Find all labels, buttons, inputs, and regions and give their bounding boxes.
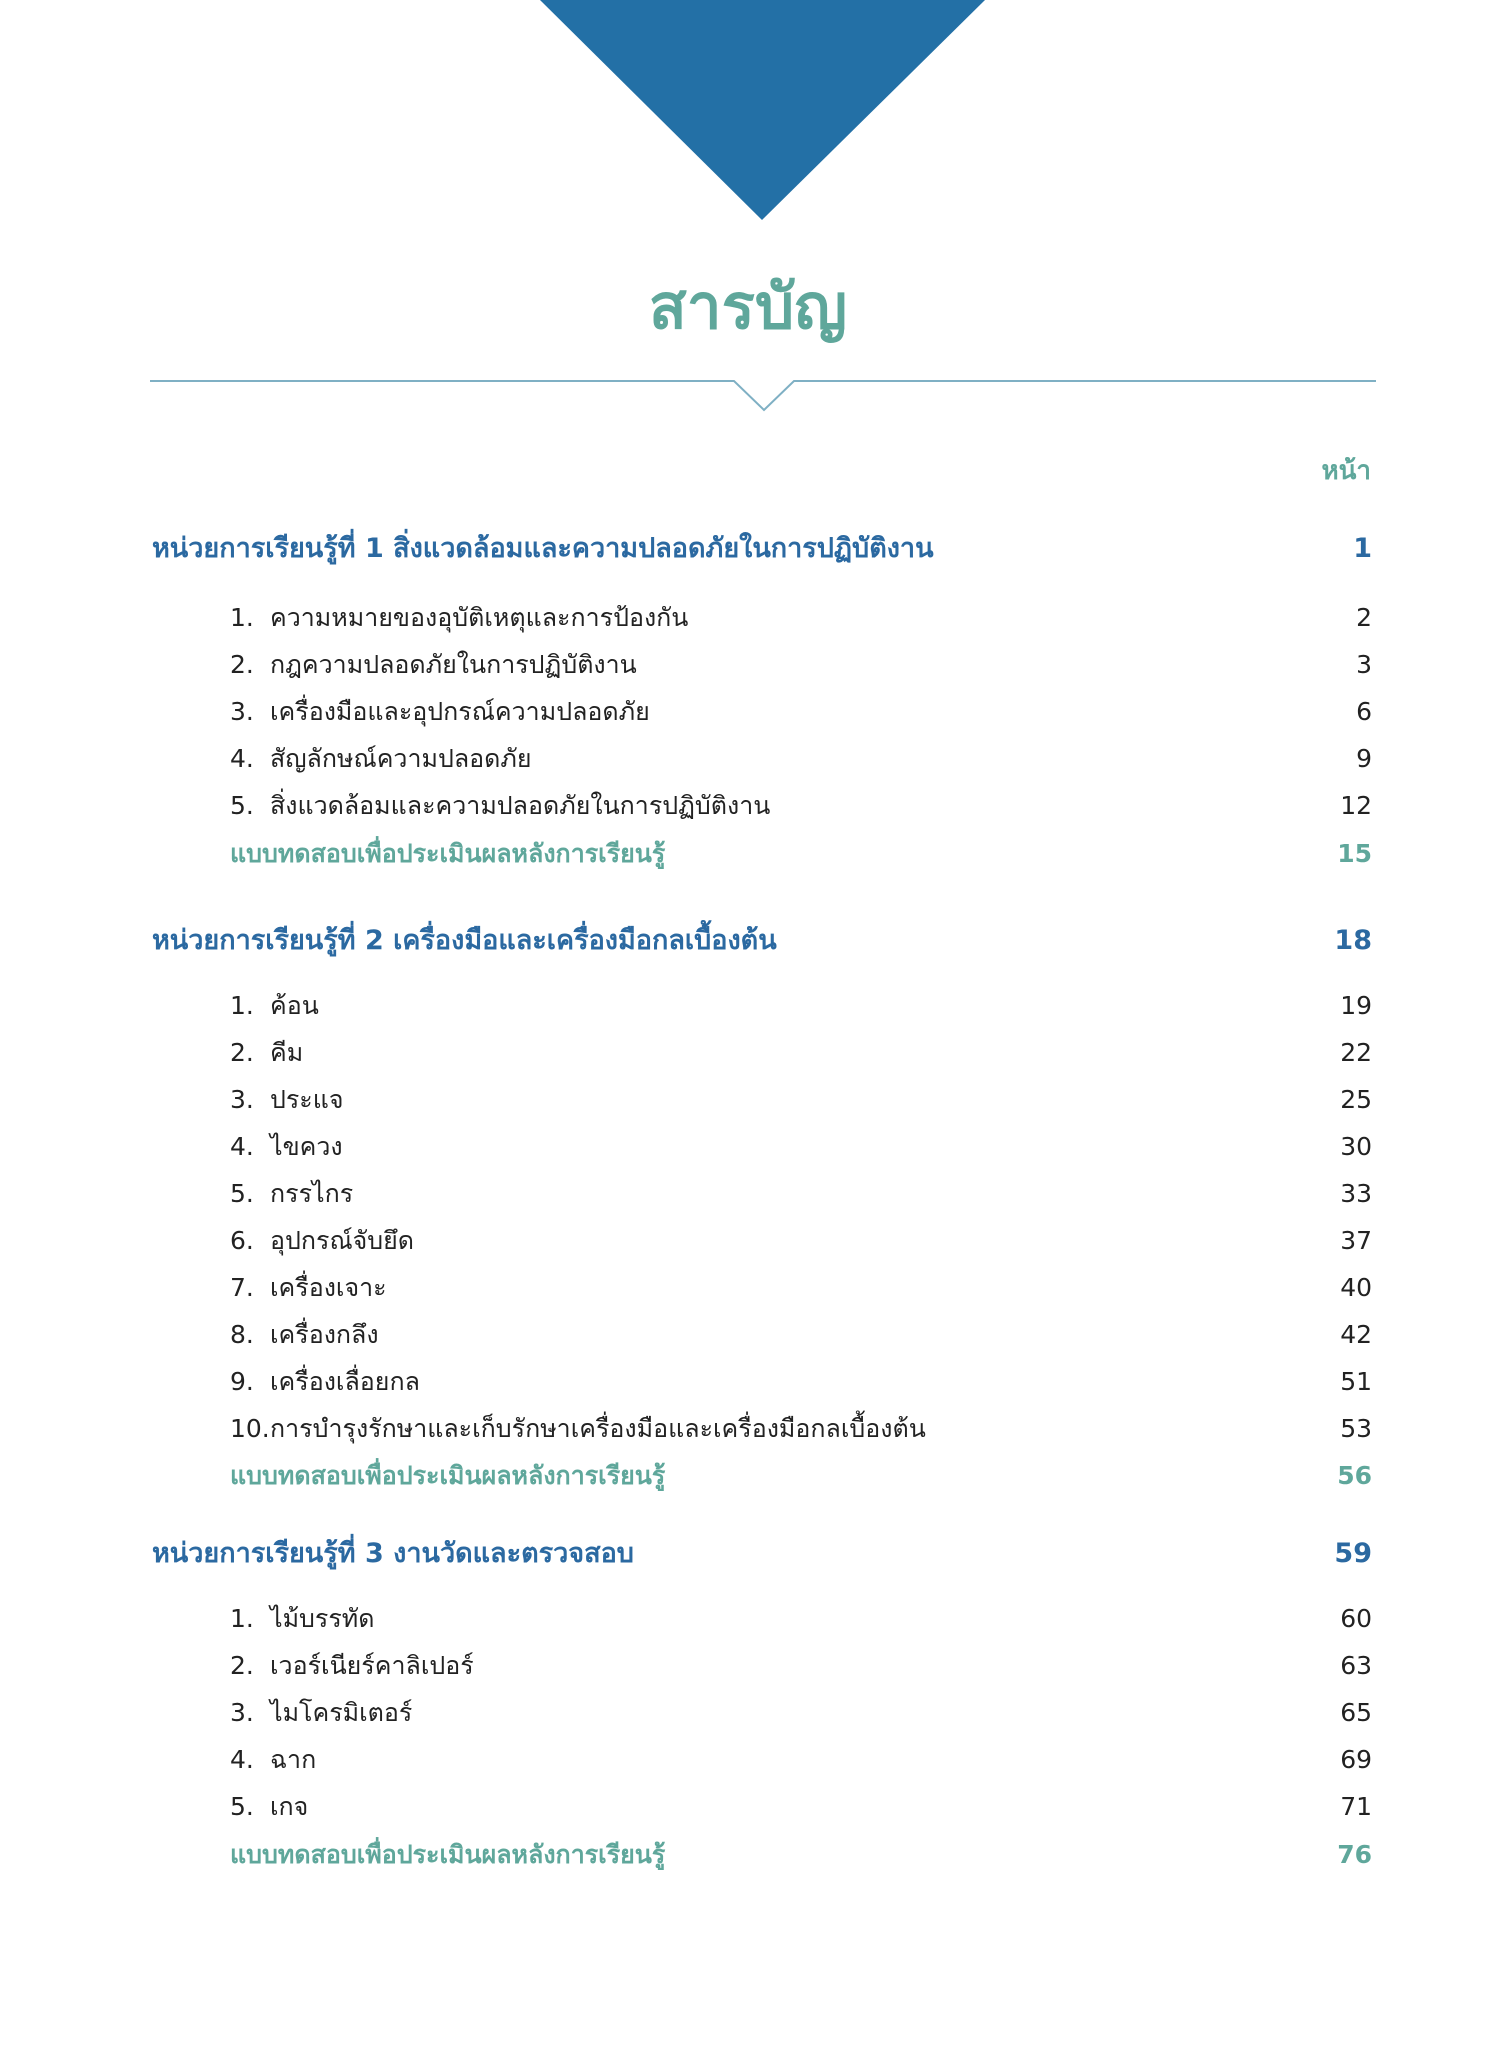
unit-heading-label: หน่วยการเรียนรู้ที่ 3 งานวัดและตรวจสอบ bbox=[152, 1538, 634, 1569]
header-triangle-decoration bbox=[540, 0, 985, 220]
unit-heading-page: 1 bbox=[1353, 533, 1372, 564]
toc-item-number: 5. bbox=[230, 1179, 254, 1208]
toc-item-label: ฉาก bbox=[270, 1745, 317, 1774]
toc-test-entry[interactable] bbox=[152, 1835, 1372, 1875]
toc-item[interactable] bbox=[152, 1268, 1372, 1308]
toc-item[interactable] bbox=[152, 1362, 1372, 1402]
toc-item-number: 5. bbox=[230, 1792, 254, 1821]
toc-item-number: 6. bbox=[230, 1226, 254, 1255]
title-divider bbox=[150, 370, 1376, 415]
toc-item[interactable] bbox=[152, 1787, 1372, 1827]
toc-item-number: 4. bbox=[230, 1132, 254, 1161]
toc-item-page: 12 bbox=[1340, 791, 1372, 820]
unit-heading-page: 59 bbox=[1334, 1538, 1372, 1569]
toc-item-number: 1. bbox=[230, 1604, 254, 1633]
toc-item[interactable] bbox=[152, 598, 1372, 638]
toc-item-number: 4. bbox=[230, 744, 254, 773]
toc-test-page: 56 bbox=[1337, 1461, 1372, 1490]
toc-item-label: ไมโครมิเตอร์ bbox=[270, 1698, 413, 1727]
page-column-header: หน้า bbox=[1321, 456, 1371, 486]
toc-item[interactable] bbox=[152, 1174, 1372, 1214]
toc-item[interactable] bbox=[152, 645, 1372, 685]
toc-item-label: เวอร์เนียร์คาลิเปอร์ bbox=[270, 1651, 474, 1680]
toc-item[interactable] bbox=[152, 1127, 1372, 1167]
toc-test-entry[interactable] bbox=[152, 834, 1372, 874]
toc-test-label: แบบทดสอบเพื่อประเมินผลหลังการเรียนรู้ bbox=[230, 1461, 666, 1490]
toc-item-number: 3. bbox=[230, 697, 254, 726]
toc-item-label: กรรไกร bbox=[270, 1179, 354, 1208]
toc-item-page: 25 bbox=[1340, 1085, 1372, 1114]
toc-item[interactable] bbox=[152, 1221, 1372, 1261]
toc-item[interactable] bbox=[152, 1740, 1372, 1780]
toc-item-label: กฎความปลอดภัยในการปฏิบัติงาน bbox=[270, 650, 637, 679]
toc-item-number: 9. bbox=[230, 1367, 254, 1396]
toc-item-page: 6 bbox=[1356, 697, 1372, 726]
toc-item-page: 71 bbox=[1340, 1792, 1372, 1821]
toc-unit-heading[interactable] bbox=[152, 918, 1372, 961]
unit-heading-label: หน่วยการเรียนรู้ที่ 2 เครื่องมือและเครื่องมือกลเบื้องต้น bbox=[152, 925, 777, 956]
page-title: สารบัญ bbox=[648, 270, 848, 343]
toc-item-page: 9 bbox=[1356, 744, 1372, 773]
toc-item-label: ไขควง bbox=[270, 1132, 343, 1161]
toc-item-page: 33 bbox=[1340, 1179, 1372, 1208]
toc-item-page: 51 bbox=[1340, 1367, 1372, 1396]
toc-item-number: 1. bbox=[230, 603, 254, 632]
toc-item-label: ความหมายของอุบัติเหตุและการป้องกัน bbox=[270, 603, 689, 632]
toc-item[interactable] bbox=[152, 1033, 1372, 1073]
toc-item[interactable] bbox=[152, 692, 1372, 732]
toc-item[interactable] bbox=[152, 1409, 1372, 1449]
toc-item-label: อุปกรณ์จับยึด bbox=[270, 1226, 415, 1255]
toc-item-page: 30 bbox=[1340, 1132, 1372, 1161]
toc-item-label: เกจ bbox=[270, 1792, 309, 1821]
toc-item[interactable] bbox=[152, 1599, 1372, 1639]
toc-item-label: เครื่องเลื่อยกล bbox=[270, 1367, 420, 1396]
toc-item[interactable] bbox=[152, 1080, 1372, 1120]
toc-item-page: 40 bbox=[1340, 1273, 1372, 1302]
toc-item[interactable] bbox=[152, 1693, 1372, 1733]
toc-item-page: 22 bbox=[1340, 1038, 1372, 1067]
toc-item-page: 63 bbox=[1340, 1651, 1372, 1680]
toc-test-page: 76 bbox=[1337, 1840, 1372, 1869]
toc-item[interactable] bbox=[152, 739, 1372, 779]
toc-item[interactable] bbox=[152, 986, 1372, 1026]
toc-item-label: เครื่องกลึง bbox=[270, 1320, 379, 1349]
toc-test-entry[interactable] bbox=[152, 1456, 1372, 1496]
toc-item-page: 2 bbox=[1356, 603, 1372, 632]
toc-item-number: 10. bbox=[230, 1414, 270, 1443]
toc-item[interactable] bbox=[152, 1315, 1372, 1355]
toc-test-label: แบบทดสอบเพื่อประเมินผลหลังการเรียนรู้ bbox=[230, 839, 666, 868]
toc-item-label: การบำรุงรักษาและเก็บรักษาเครื่องมือและเครื่องมือกลเบื้องต้น bbox=[270, 1414, 926, 1443]
toc-item-number: 3. bbox=[230, 1085, 254, 1114]
toc-test-page: 15 bbox=[1337, 839, 1372, 868]
toc-item-number: 1. bbox=[230, 991, 254, 1020]
toc-item-number: 8. bbox=[230, 1320, 254, 1349]
toc-item[interactable] bbox=[152, 786, 1372, 826]
toc-item-page: 19 bbox=[1340, 991, 1372, 1020]
toc-item-page: 65 bbox=[1340, 1698, 1372, 1727]
unit-heading-page: 18 bbox=[1334, 925, 1372, 956]
toc-test-label: แบบทดสอบเพื่อประเมินผลหลังการเรียนรู้ bbox=[230, 1840, 666, 1869]
toc-item-page: 53 bbox=[1340, 1414, 1372, 1443]
toc-item-page: 3 bbox=[1356, 650, 1372, 679]
toc-item-page: 60 bbox=[1340, 1604, 1372, 1633]
unit-heading-label: หน่วยการเรียนรู้ที่ 1 สิ่งแวดล้อมและความปลอดภัยในการปฏิบัติงาน bbox=[152, 533, 934, 564]
toc-item-label: ไม้บรรทัด bbox=[270, 1604, 375, 1633]
toc-item-page: 69 bbox=[1340, 1745, 1372, 1774]
toc-item[interactable] bbox=[152, 1646, 1372, 1686]
toc-item-label: ค้อน bbox=[270, 991, 319, 1020]
toc-unit-heading[interactable] bbox=[152, 526, 1372, 569]
toc-item-number: 5. bbox=[230, 791, 254, 820]
toc-item-number: 3. bbox=[230, 1698, 254, 1727]
toc-item-label: เครื่องเจาะ bbox=[270, 1273, 387, 1302]
toc-item-label: ประแจ bbox=[270, 1085, 344, 1114]
toc-item-number: 2. bbox=[230, 1651, 254, 1680]
toc-item-label: คีม bbox=[270, 1038, 304, 1067]
toc-item-page: 42 bbox=[1340, 1320, 1372, 1349]
toc-item-number: 2. bbox=[230, 650, 254, 679]
toc-unit-heading[interactable] bbox=[152, 1531, 1372, 1574]
toc-item-number: 2. bbox=[230, 1038, 254, 1067]
toc-item-label: สิ่งแวดล้อมและความปลอดภัยในการปฏิบัติงาน bbox=[270, 791, 771, 820]
toc-item-number: 4. bbox=[230, 1745, 254, 1774]
toc-item-number: 7. bbox=[230, 1273, 254, 1302]
toc-item-page: 37 bbox=[1340, 1226, 1372, 1255]
toc-item-label: สัญลักษณ์ความปลอดภัย bbox=[270, 744, 532, 773]
toc-item-label: เครื่องมือและอุปกรณ์ความปลอดภัย bbox=[270, 697, 650, 726]
